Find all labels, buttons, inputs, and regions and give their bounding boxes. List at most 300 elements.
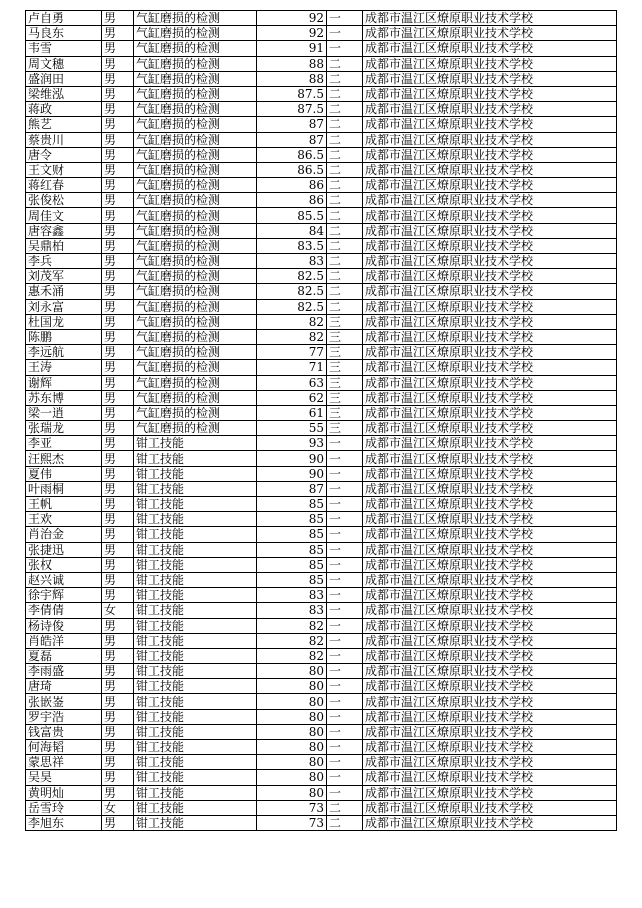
contest-item-cell: 气缸磨损的检测	[134, 360, 257, 375]
contest-item-cell: 气缸磨损的检测	[134, 314, 257, 329]
student-name-cell: 张瑞龙	[26, 421, 102, 436]
award-grade-cell: 一	[327, 557, 363, 572]
score-cell: 87.5	[257, 102, 327, 117]
gender-cell: 男	[102, 648, 134, 663]
school-cell: 成都市温江区燎原职业技术学校	[363, 269, 617, 284]
student-name-cell: 叶雨桐	[26, 481, 102, 496]
score-cell: 85	[257, 557, 327, 572]
table-row	[26, 466, 617, 481]
table-row	[26, 557, 617, 572]
student-name-cell: 钱富贵	[26, 724, 102, 739]
score-cell: 80	[257, 679, 327, 694]
award-grade-cell: 二	[327, 193, 363, 208]
table-row	[26, 618, 617, 633]
school-cell: 成都市温江区燎原职业技术学校	[363, 709, 617, 724]
table-row	[26, 345, 617, 360]
contest-item-cell: 钳工技能	[134, 451, 257, 466]
award-grade-cell: 一	[327, 436, 363, 451]
score-cell: 87	[257, 132, 327, 147]
school-cell: 成都市温江区燎原职业技术学校	[363, 162, 617, 177]
gender-cell: 男	[102, 618, 134, 633]
contest-item-cell: 钳工技能	[134, 815, 257, 830]
award-grade-cell: 一	[327, 527, 363, 542]
school-cell: 成都市温江区燎原职业技术学校	[363, 694, 617, 709]
school-cell: 成都市温江区燎原职业技术学校	[363, 618, 617, 633]
gender-cell: 男	[102, 572, 134, 587]
gender-cell: 男	[102, 117, 134, 132]
score-cell: 86.5	[257, 147, 327, 162]
award-grade-cell: 一	[327, 512, 363, 527]
score-cell: 62	[257, 390, 327, 405]
score-cell: 80	[257, 785, 327, 800]
student-name-cell: 刘茂军	[26, 269, 102, 284]
table-row	[26, 603, 617, 618]
table-row	[26, 785, 617, 800]
contest-item-cell: 钳工技能	[134, 466, 257, 481]
student-name-cell: 杨诗俊	[26, 618, 102, 633]
school-cell: 成都市温江区燎原职业技术学校	[363, 405, 617, 420]
gender-cell: 男	[102, 436, 134, 451]
student-name-cell: 李兵	[26, 254, 102, 269]
student-name-cell: 罗宇浩	[26, 709, 102, 724]
gender-cell: 男	[102, 785, 134, 800]
score-cell: 82.5	[257, 284, 327, 299]
score-cell: 73	[257, 800, 327, 815]
contest-item-cell: 钳工技能	[134, 603, 257, 618]
gender-cell: 女	[102, 800, 134, 815]
table-row	[26, 223, 617, 238]
contest-item-cell: 钳工技能	[134, 664, 257, 679]
table-row	[26, 375, 617, 390]
award-grade-cell: 二	[327, 56, 363, 71]
school-cell: 成都市温江区燎原职业技术学校	[363, 390, 617, 405]
award-grade-cell: 一	[327, 740, 363, 755]
score-cell: 93	[257, 436, 327, 451]
contest-item-cell: 气缸磨损的检测	[134, 117, 257, 132]
school-cell: 成都市温江区燎原职业技术学校	[363, 785, 617, 800]
student-name-cell: 王帆	[26, 497, 102, 512]
contest-item-cell: 钳工技能	[134, 648, 257, 663]
award-grade-cell: 三	[327, 345, 363, 360]
student-name-cell: 蒋政	[26, 102, 102, 117]
award-grade-cell: 一	[327, 451, 363, 466]
table-row	[26, 481, 617, 496]
contest-item-cell: 气缸磨损的检测	[134, 56, 257, 71]
gender-cell: 男	[102, 284, 134, 299]
contest-item-cell: 钳工技能	[134, 618, 257, 633]
student-name-cell: 张捷迅	[26, 542, 102, 557]
school-cell: 成都市温江区燎原职业技术学校	[363, 223, 617, 238]
table-row	[26, 421, 617, 436]
table-row	[26, 360, 617, 375]
contest-item-cell: 气缸磨损的检测	[134, 345, 257, 360]
score-cell: 86	[257, 193, 327, 208]
table-row	[26, 436, 617, 451]
school-cell: 成都市温江区燎原职业技术学校	[363, 724, 617, 739]
gender-cell: 男	[102, 512, 134, 527]
student-name-cell: 夏磊	[26, 648, 102, 663]
student-name-cell: 杜国龙	[26, 314, 102, 329]
award-grade-cell: 一	[327, 588, 363, 603]
school-cell: 成都市温江区燎原职业技术学校	[363, 329, 617, 344]
score-cell: 92	[257, 11, 327, 26]
contest-item-cell: 气缸磨损的检测	[134, 26, 257, 41]
school-cell: 成都市温江区燎原职业技术学校	[363, 147, 617, 162]
results-table-body	[26, 11, 617, 831]
award-grade-cell: 二	[327, 208, 363, 223]
student-name-cell: 马良东	[26, 26, 102, 41]
student-name-cell: 汪熙杰	[26, 451, 102, 466]
award-grade-cell: 三	[327, 390, 363, 405]
award-grade-cell: 二	[327, 815, 363, 830]
table-row	[26, 132, 617, 147]
score-cell: 84	[257, 223, 327, 238]
student-name-cell: 卢自勇	[26, 11, 102, 26]
award-grade-cell: 二	[327, 254, 363, 269]
gender-cell: 男	[102, 345, 134, 360]
table-row	[26, 664, 617, 679]
contest-item-cell: 气缸磨损的检测	[134, 269, 257, 284]
award-grade-cell: 一	[327, 724, 363, 739]
results-table	[25, 10, 617, 831]
school-cell: 成都市温江区燎原职业技术学校	[363, 178, 617, 193]
gender-cell: 男	[102, 132, 134, 147]
table-row	[26, 572, 617, 587]
table-row	[26, 162, 617, 177]
school-cell: 成都市温江区燎原职业技术学校	[363, 542, 617, 557]
table-row	[26, 633, 617, 648]
contest-item-cell: 钳工技能	[134, 709, 257, 724]
school-cell: 成都市温江区燎原职业技术学校	[363, 193, 617, 208]
table-row	[26, 512, 617, 527]
contest-item-cell: 气缸磨损的检测	[134, 208, 257, 223]
gender-cell: 男	[102, 71, 134, 86]
score-cell: 85.5	[257, 208, 327, 223]
gender-cell: 男	[102, 390, 134, 405]
score-cell: 73	[257, 815, 327, 830]
school-cell: 成都市温江区燎原职业技术学校	[363, 314, 617, 329]
award-grade-cell: 一	[327, 679, 363, 694]
school-cell: 成都市温江区燎原职业技术学校	[363, 512, 617, 527]
school-cell: 成都市温江区燎原职业技术学校	[363, 26, 617, 41]
gender-cell: 男	[102, 208, 134, 223]
student-name-cell: 梁维泓	[26, 86, 102, 101]
student-name-cell: 惠禾涌	[26, 284, 102, 299]
award-grade-cell: 二	[327, 284, 363, 299]
award-grade-cell: 一	[327, 618, 363, 633]
school-cell: 成都市温江区燎原职业技术学校	[363, 421, 617, 436]
score-cell: 80	[257, 770, 327, 785]
school-cell: 成都市温江区燎原职业技术学校	[363, 345, 617, 360]
school-cell: 成都市温江区燎原职业技术学校	[363, 755, 617, 770]
gender-cell: 男	[102, 238, 134, 253]
student-name-cell: 李倩倩	[26, 603, 102, 618]
student-name-cell: 苏东博	[26, 390, 102, 405]
student-name-cell: 吴鼎柏	[26, 238, 102, 253]
contest-item-cell: 钳工技能	[134, 800, 257, 815]
contest-item-cell: 气缸磨损的检测	[134, 238, 257, 253]
student-name-cell: 周文穗	[26, 56, 102, 71]
table-row	[26, 11, 617, 26]
score-cell: 91	[257, 41, 327, 56]
score-cell: 80	[257, 755, 327, 770]
award-grade-cell: 二	[327, 132, 363, 147]
school-cell: 成都市温江区燎原职业技术学校	[363, 360, 617, 375]
school-cell: 成都市温江区燎原职业技术学校	[363, 679, 617, 694]
award-grade-cell: 二	[327, 86, 363, 101]
contest-item-cell: 气缸磨损的检测	[134, 284, 257, 299]
table-row	[26, 405, 617, 420]
table-row	[26, 208, 617, 223]
contest-item-cell: 气缸磨损的检测	[134, 11, 257, 26]
school-cell: 成都市温江区燎原职业技术学校	[363, 815, 617, 830]
student-name-cell: 肖治金	[26, 527, 102, 542]
school-cell: 成都市温江区燎原职业技术学校	[363, 238, 617, 253]
score-cell: 82	[257, 633, 327, 648]
table-row	[26, 56, 617, 71]
award-grade-cell: 一	[327, 664, 363, 679]
student-name-cell: 黄明灿	[26, 785, 102, 800]
table-row	[26, 390, 617, 405]
gender-cell: 男	[102, 41, 134, 56]
contest-item-cell: 钳工技能	[134, 770, 257, 785]
table-row	[26, 178, 617, 193]
school-cell: 成都市温江区燎原职业技术学校	[363, 208, 617, 223]
school-cell: 成都市温江区燎原职业技术学校	[363, 800, 617, 815]
school-cell: 成都市温江区燎原职业技术学校	[363, 102, 617, 117]
school-cell: 成都市温江区燎原职业技术学校	[363, 557, 617, 572]
award-grade-cell: 三	[327, 405, 363, 420]
student-name-cell: 唐令	[26, 147, 102, 162]
school-cell: 成都市温江区燎原职业技术学校	[363, 648, 617, 663]
score-cell: 80	[257, 664, 327, 679]
score-cell: 83	[257, 603, 327, 618]
table-row	[26, 147, 617, 162]
gender-cell: 男	[102, 375, 134, 390]
score-cell: 82	[257, 648, 327, 663]
student-name-cell: 熊艺	[26, 117, 102, 132]
contest-item-cell: 钳工技能	[134, 481, 257, 496]
school-cell: 成都市温江区燎原职业技术学校	[363, 254, 617, 269]
gender-cell: 男	[102, 451, 134, 466]
student-name-cell: 张俊松	[26, 193, 102, 208]
student-name-cell: 蔡贵川	[26, 132, 102, 147]
gender-cell: 男	[102, 299, 134, 314]
student-name-cell: 肖皓洋	[26, 633, 102, 648]
score-cell: 80	[257, 740, 327, 755]
table-row	[26, 238, 617, 253]
school-cell: 成都市温江区燎原职业技术学校	[363, 86, 617, 101]
gender-cell: 男	[102, 178, 134, 193]
table-row	[26, 284, 617, 299]
score-cell: 83.5	[257, 238, 327, 253]
score-cell: 85	[257, 497, 327, 512]
student-name-cell: 李远航	[26, 345, 102, 360]
award-grade-cell: 一	[327, 542, 363, 557]
award-grade-cell: 二	[327, 178, 363, 193]
score-cell: 71	[257, 360, 327, 375]
school-cell: 成都市温江区燎原职业技术学校	[363, 41, 617, 56]
student-name-cell: 徐宇辉	[26, 588, 102, 603]
student-name-cell: 谢辉	[26, 375, 102, 390]
school-cell: 成都市温江区燎原职业技术学校	[363, 71, 617, 86]
contest-item-cell: 钳工技能	[134, 497, 257, 512]
table-row	[26, 86, 617, 101]
score-cell: 92	[257, 26, 327, 41]
contest-item-cell: 钳工技能	[134, 588, 257, 603]
contest-item-cell: 钳工技能	[134, 527, 257, 542]
gender-cell: 男	[102, 633, 134, 648]
table-row	[26, 451, 617, 466]
student-name-cell: 韦雪	[26, 41, 102, 56]
contest-item-cell: 气缸磨损的检测	[134, 375, 257, 390]
school-cell: 成都市温江区燎原职业技术学校	[363, 284, 617, 299]
student-name-cell: 梁一逍	[26, 405, 102, 420]
gender-cell: 男	[102, 329, 134, 344]
student-name-cell: 王文财	[26, 162, 102, 177]
school-cell: 成都市温江区燎原职业技术学校	[363, 770, 617, 785]
contest-item-cell: 钳工技能	[134, 542, 257, 557]
school-cell: 成都市温江区燎原职业技术学校	[363, 375, 617, 390]
table-row	[26, 815, 617, 830]
gender-cell: 男	[102, 86, 134, 101]
score-cell: 80	[257, 709, 327, 724]
contest-item-cell: 钳工技能	[134, 755, 257, 770]
school-cell: 成都市温江区燎原职业技术学校	[363, 451, 617, 466]
score-cell: 90	[257, 451, 327, 466]
gender-cell: 男	[102, 162, 134, 177]
school-cell: 成都市温江区燎原职业技术学校	[363, 740, 617, 755]
gender-cell: 男	[102, 405, 134, 420]
student-name-cell: 赵兴诚	[26, 572, 102, 587]
score-cell: 85	[257, 572, 327, 587]
student-name-cell: 吴昊	[26, 770, 102, 785]
school-cell: 成都市温江区燎原职业技术学校	[363, 11, 617, 26]
gender-cell: 男	[102, 56, 134, 71]
gender-cell: 男	[102, 557, 134, 572]
contest-item-cell: 钳工技能	[134, 785, 257, 800]
contest-item-cell: 气缸磨损的检测	[134, 86, 257, 101]
contest-item-cell: 气缸磨损的检测	[134, 71, 257, 86]
contest-item-cell: 钳工技能	[134, 557, 257, 572]
award-grade-cell: 二	[327, 102, 363, 117]
contest-item-cell: 气缸磨损的检测	[134, 178, 257, 193]
table-row	[26, 117, 617, 132]
award-grade-cell: 二	[327, 147, 363, 162]
score-cell: 87.5	[257, 86, 327, 101]
gender-cell: 男	[102, 740, 134, 755]
school-cell: 成都市温江区燎原职业技术学校	[363, 117, 617, 132]
student-name-cell: 李亚	[26, 436, 102, 451]
table-row	[26, 740, 617, 755]
gender-cell: 男	[102, 724, 134, 739]
contest-item-cell: 钳工技能	[134, 436, 257, 451]
award-grade-cell: 一	[327, 466, 363, 481]
score-cell: 82	[257, 618, 327, 633]
gender-cell: 男	[102, 269, 134, 284]
gender-cell: 男	[102, 466, 134, 481]
school-cell: 成都市温江区燎原职业技术学校	[363, 588, 617, 603]
award-grade-cell: 三	[327, 329, 363, 344]
table-row	[26, 770, 617, 785]
score-cell: 82.5	[257, 299, 327, 314]
table-row	[26, 269, 617, 284]
award-grade-cell: 一	[327, 26, 363, 41]
award-grade-cell: 一	[327, 785, 363, 800]
score-cell: 87	[257, 117, 327, 132]
gender-cell: 男	[102, 694, 134, 709]
table-row	[26, 709, 617, 724]
score-cell: 83	[257, 588, 327, 603]
score-cell: 82.5	[257, 269, 327, 284]
gender-cell: 男	[102, 147, 134, 162]
table-row	[26, 694, 617, 709]
score-cell: 86.5	[257, 162, 327, 177]
gender-cell: 男	[102, 755, 134, 770]
student-name-cell: 蒋红春	[26, 178, 102, 193]
table-row	[26, 648, 617, 663]
table-row	[26, 102, 617, 117]
contest-item-cell: 气缸磨损的检测	[134, 329, 257, 344]
contest-item-cell: 气缸磨损的检测	[134, 162, 257, 177]
award-grade-cell: 一	[327, 11, 363, 26]
table-row	[26, 254, 617, 269]
award-grade-cell: 二	[327, 162, 363, 177]
table-row	[26, 542, 617, 557]
table-row	[26, 299, 617, 314]
contest-item-cell: 气缸磨损的检测	[134, 193, 257, 208]
school-cell: 成都市温江区燎原职业技术学校	[363, 633, 617, 648]
award-grade-cell: 二	[327, 800, 363, 815]
score-cell: 85	[257, 542, 327, 557]
table-row	[26, 497, 617, 512]
school-cell: 成都市温江区燎原职业技术学校	[363, 132, 617, 147]
gender-cell: 男	[102, 360, 134, 375]
table-row	[26, 527, 617, 542]
contest-item-cell: 钳工技能	[134, 572, 257, 587]
contest-item-cell: 钳工技能	[134, 694, 257, 709]
contest-item-cell: 气缸磨损的检测	[134, 132, 257, 147]
student-name-cell: 王欢	[26, 512, 102, 527]
award-grade-cell: 二	[327, 238, 363, 253]
table-row	[26, 679, 617, 694]
contest-item-cell: 钳工技能	[134, 512, 257, 527]
student-name-cell: 夏伟	[26, 466, 102, 481]
gender-cell: 男	[102, 26, 134, 41]
score-cell: 88	[257, 71, 327, 86]
student-name-cell: 岳雪玲	[26, 800, 102, 815]
table-row	[26, 329, 617, 344]
student-name-cell: 周佳文	[26, 208, 102, 223]
score-cell: 82	[257, 329, 327, 344]
score-cell: 80	[257, 694, 327, 709]
award-grade-cell: 一	[327, 709, 363, 724]
contest-item-cell: 气缸磨损的检测	[134, 421, 257, 436]
student-name-cell: 唐容鑫	[26, 223, 102, 238]
score-cell: 55	[257, 421, 327, 436]
contest-item-cell: 钳工技能	[134, 679, 257, 694]
gender-cell: 男	[102, 815, 134, 830]
award-grade-cell: 三	[327, 360, 363, 375]
award-grade-cell: 一	[327, 633, 363, 648]
student-name-cell: 盛润田	[26, 71, 102, 86]
table-row	[26, 755, 617, 770]
award-grade-cell: 二	[327, 71, 363, 86]
student-name-cell: 唐琦	[26, 679, 102, 694]
contest-item-cell: 气缸磨损的检测	[134, 102, 257, 117]
gender-cell: 男	[102, 481, 134, 496]
contest-item-cell: 气缸磨损的检测	[134, 147, 257, 162]
